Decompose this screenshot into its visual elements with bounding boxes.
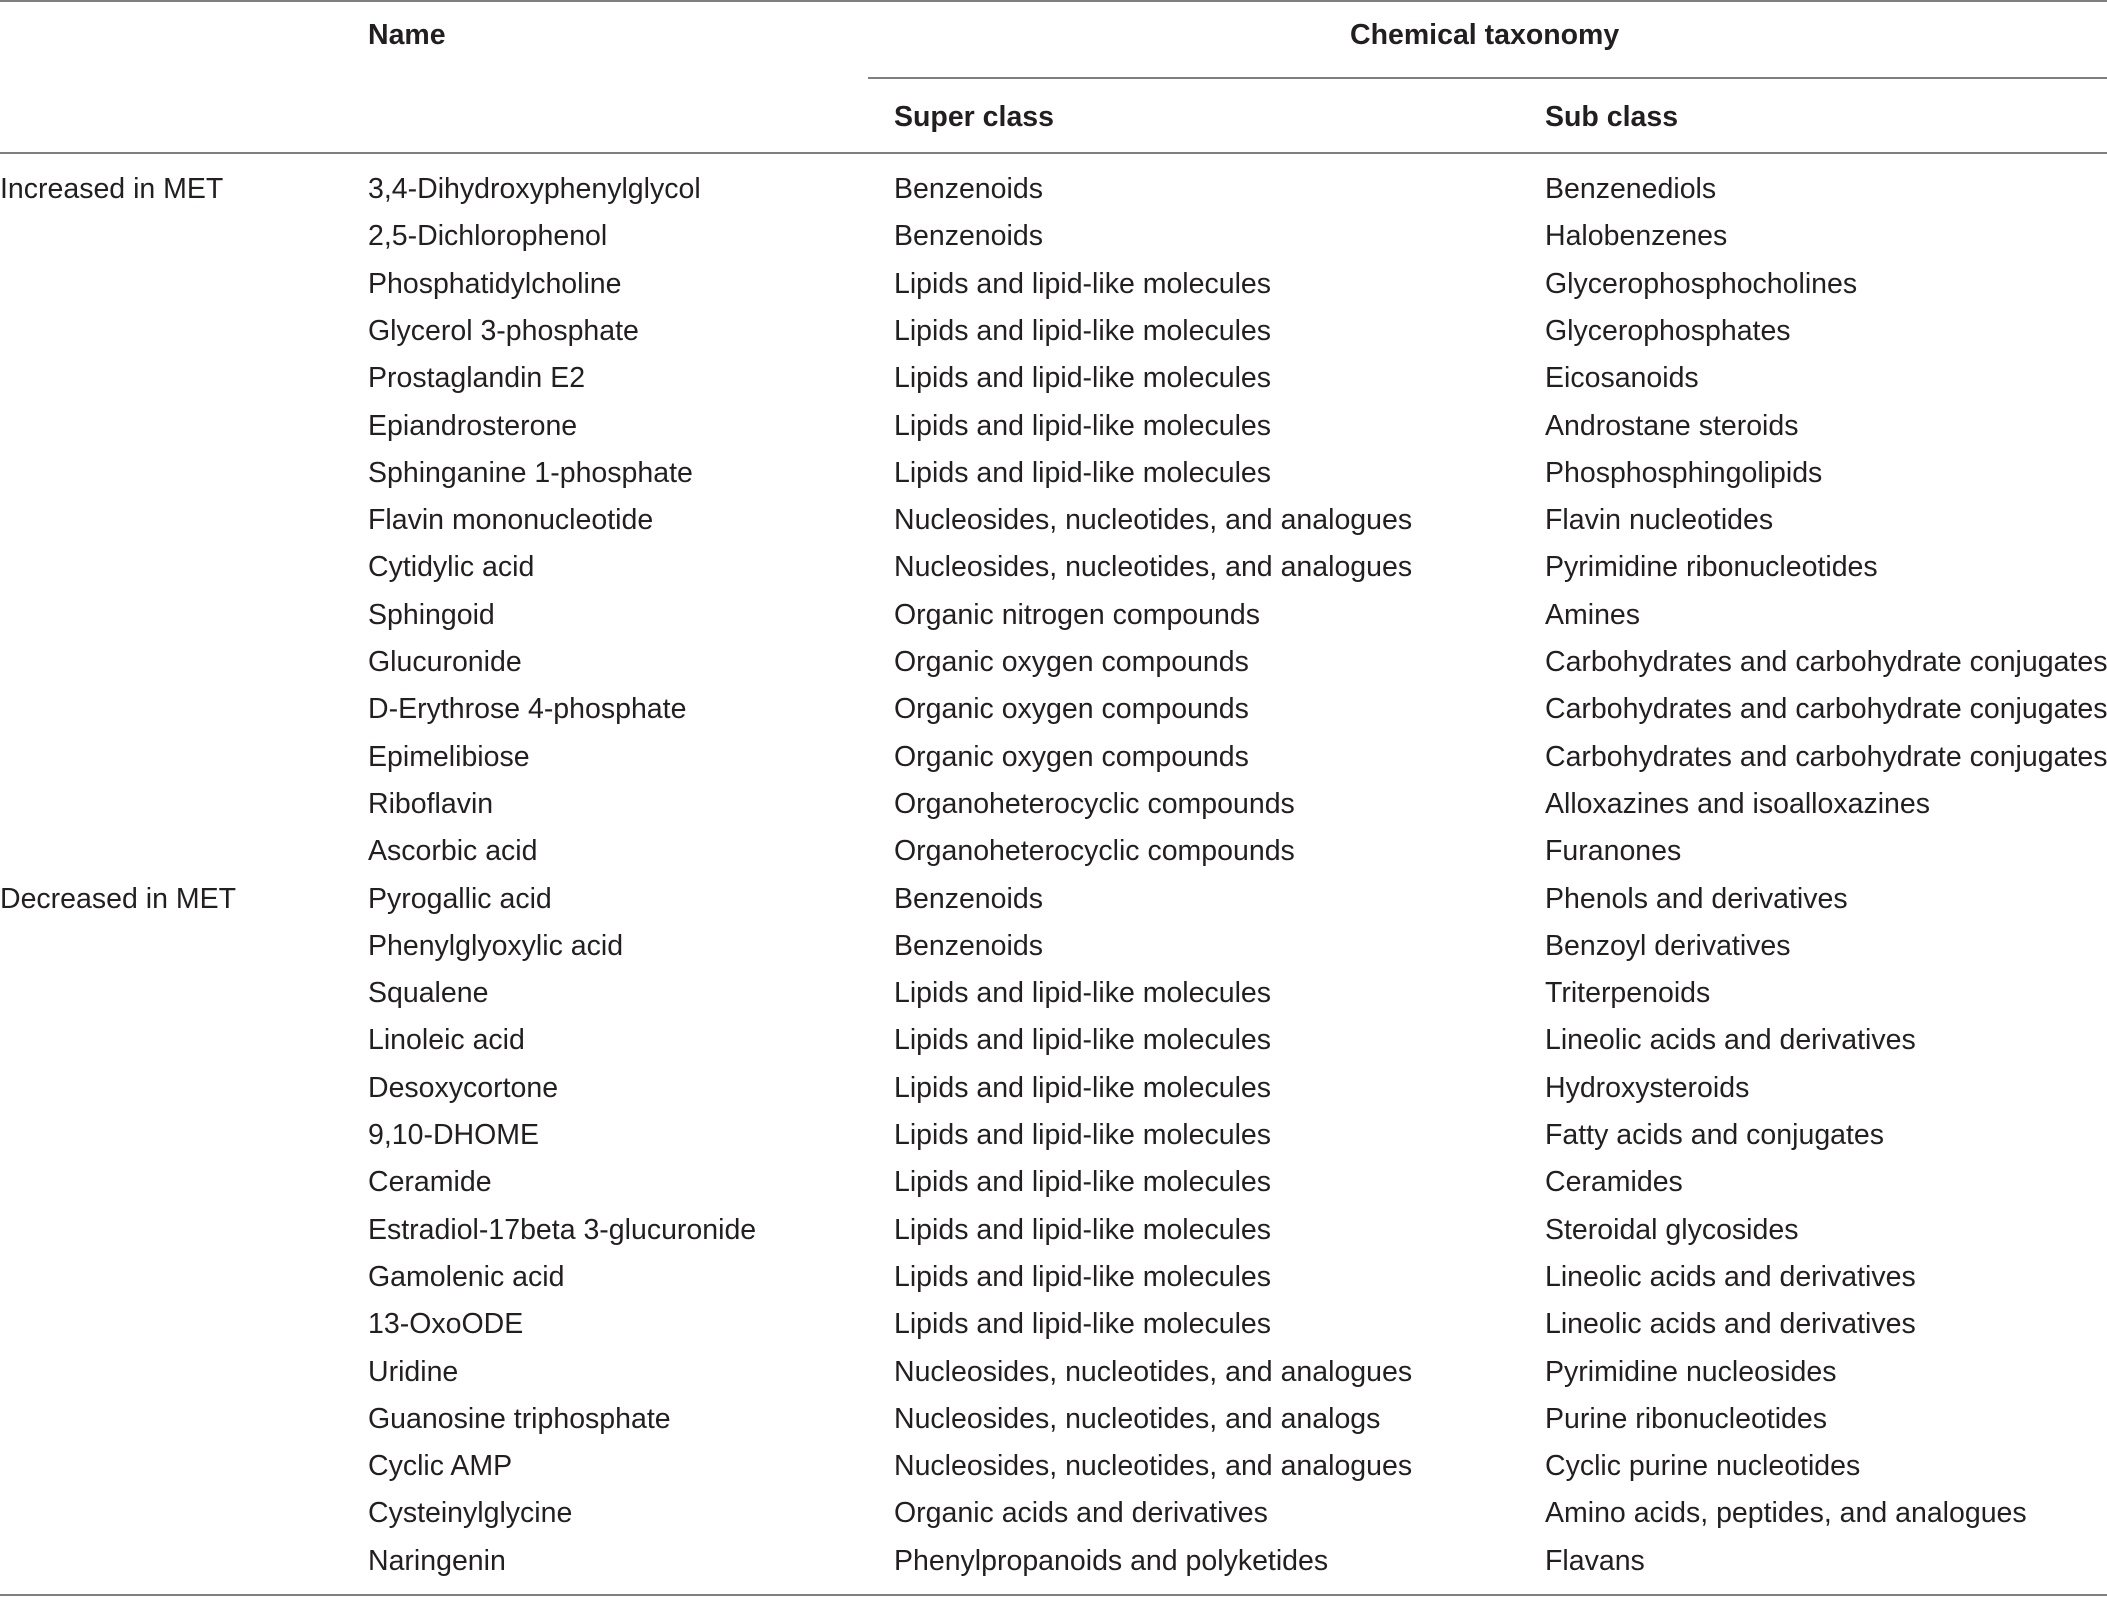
compound-name-text: 13-OxoODE bbox=[368, 1308, 524, 1341]
compound-name-text: 3,4-Dihydroxyphenylglycol bbox=[368, 173, 701, 205]
compound-name bbox=[368, 456, 693, 490]
sub-class-cell: Eicosanoids bbox=[1545, 362, 1699, 395]
compound-name-text: Sphingoid bbox=[368, 598, 495, 631]
compound-name-text: Glycerol 3-phosphate bbox=[368, 314, 639, 347]
sub-class-cell: Lineolic acids and derivatives bbox=[1545, 1308, 1916, 1341]
compound-name bbox=[368, 1355, 458, 1389]
compound-name-text: Epimelibiose bbox=[368, 740, 530, 773]
compound-name bbox=[368, 314, 639, 348]
compound-name bbox=[368, 503, 653, 537]
compound-name bbox=[368, 598, 495, 632]
compound-name bbox=[368, 787, 493, 821]
super-class-cell: Lipids and lipid-like molecules bbox=[894, 1024, 1272, 1057]
compound-name bbox=[368, 219, 607, 253]
compound-name bbox=[368, 1260, 564, 1294]
compound-name bbox=[368, 1496, 572, 1530]
super-class-cell: Lipids and lipid-like molecules bbox=[894, 409, 1272, 442]
compound-name-text: Uridine bbox=[368, 1355, 459, 1388]
sub-class-cell: Amines bbox=[1545, 598, 1641, 631]
super-class-cell: Organic oxygen compounds bbox=[894, 646, 1249, 678]
stereo-prefix: D bbox=[368, 693, 389, 726]
super-class-cell: Nucleosides, nucleotides, and analogues bbox=[894, 504, 1413, 537]
sub-class-cell: Hydroxysteroids bbox=[1545, 1071, 1750, 1104]
sub-class-cell: Phosphosphingolipids bbox=[1545, 456, 1823, 489]
compound-name-text: Phosphatidylcholine bbox=[368, 267, 622, 300]
compound-name bbox=[368, 929, 623, 963]
compound-name bbox=[368, 882, 552, 916]
super-class-cell: Benzenoids bbox=[894, 220, 1043, 253]
super-class-cell: Organoheterocyclic compounds bbox=[894, 787, 1295, 820]
compound-name-text: Cysteinylglycine bbox=[368, 1497, 573, 1530]
compound-name bbox=[368, 1544, 506, 1578]
sub-class-cell: Phenols and derivatives bbox=[1545, 882, 1848, 915]
compound-name-text: 9,10-DHOME bbox=[368, 1119, 540, 1151]
compound-name bbox=[368, 1071, 558, 1105]
bottom-rule bbox=[0, 1594, 2107, 1596]
sub-class-cell: Flavans bbox=[1545, 1544, 1645, 1577]
compound-name bbox=[368, 172, 701, 206]
super-class-cell: Lipids and lipid-like molecules bbox=[894, 314, 1272, 347]
super-class-cell: Organic oxygen compounds bbox=[894, 740, 1249, 773]
super-class-cell: Lipids and lipid-like molecules bbox=[894, 977, 1272, 1010]
compound-name bbox=[368, 409, 577, 443]
super-class-cell: Lipids and lipid-like molecules bbox=[894, 362, 1272, 395]
compound-name bbox=[368, 645, 522, 679]
super-class-cell: Organic nitrogen compounds bbox=[894, 598, 1260, 631]
sub-class-cell: Glycerophosphocholines bbox=[1545, 267, 1858, 300]
sub-class-cell: Carbohydrates and carbohydrate conjugates bbox=[1545, 693, 2107, 726]
super-class-cell: Nucleosides, nucleotides, and analogues bbox=[894, 1450, 1413, 1483]
sub-class-cell: Benzenediols bbox=[1545, 173, 1717, 205]
compound-name-text: Desoxycortone bbox=[368, 1071, 559, 1104]
header-sub-class: Sub class bbox=[1545, 101, 1679, 133]
header-chemical-taxonomy: Chemical taxonomy bbox=[1350, 19, 1620, 51]
compound-name-text: Sphinganine 1-phosphate bbox=[368, 456, 693, 489]
sub-class-cell: Cyclic purine nucleotides bbox=[1545, 1450, 1861, 1483]
taxonomy-rule bbox=[868, 77, 2107, 79]
compound-name bbox=[368, 361, 585, 395]
sub-class-cell: Flavin nucleotides bbox=[1545, 504, 1774, 537]
compound-name-text: Ceramide bbox=[368, 1166, 492, 1199]
sub-class-cell: Carbohydrates and carbohydrate conjugates bbox=[1545, 646, 2107, 678]
sub-class-cell: Carbohydrates and carbohydrate conjugates bbox=[1545, 740, 2107, 773]
top-rule bbox=[0, 0, 2107, 2]
super-class-cell: Nucleosides, nucleotides, and analogues bbox=[894, 1355, 1413, 1388]
compound-name-text: -Erythrose 4-phosphate bbox=[388, 693, 687, 726]
super-class-cell: Nucleosides, nucleotides, and analogues bbox=[894, 551, 1413, 584]
compound-name bbox=[368, 1118, 539, 1152]
compound-name bbox=[368, 834, 537, 868]
header-name: Name bbox=[368, 19, 446, 51]
header-super-class: Super class bbox=[894, 101, 1055, 133]
compound-name bbox=[368, 550, 534, 584]
super-class-cell: Organic acids and derivatives bbox=[894, 1497, 1268, 1530]
compound-name-text: Guanosine triphosphate bbox=[368, 1402, 671, 1435]
super-class-cell: Benzenoids bbox=[894, 173, 1043, 205]
super-class-cell: Phenylpropanoids and polyketides bbox=[894, 1544, 1329, 1577]
group-label: Decreased in MET bbox=[0, 882, 237, 915]
compound-name bbox=[368, 1023, 525, 1057]
super-class-cell: Benzenoids bbox=[894, 882, 1043, 915]
compound-name-text: Cytidylic acid bbox=[368, 551, 535, 584]
sub-class-cell: Ceramides bbox=[1545, 1166, 1683, 1199]
sub-class-cell: Furanones bbox=[1545, 835, 1682, 868]
sub-class-cell: Glycerophosphates bbox=[1545, 314, 1791, 347]
super-class-cell: Lipids and lipid-like molecules bbox=[894, 1071, 1272, 1104]
compound-name-text: Ascorbic acid bbox=[368, 835, 538, 868]
sub-class-cell: Benzoyl derivatives bbox=[1545, 929, 1791, 962]
sub-class-cell: Androstane steroids bbox=[1545, 409, 1799, 442]
sub-class-cell: Lineolic acids and derivatives bbox=[1545, 1260, 1916, 1293]
sub-class-cell: Pyrimidine ribonucleotides bbox=[1545, 551, 1878, 584]
sub-class-cell: Pyrimidine nucleosides bbox=[1545, 1355, 1837, 1388]
compound-name bbox=[368, 1165, 492, 1199]
compound-name bbox=[368, 1307, 523, 1341]
sub-class-cell: Lineolic acids and derivatives bbox=[1545, 1024, 1916, 1057]
super-class-cell: Benzenoids bbox=[894, 929, 1043, 962]
compound-name bbox=[368, 740, 530, 774]
sub-class-cell: Steroidal glycosides bbox=[1545, 1213, 1799, 1246]
super-class-cell: Nucleosides, nucleotides, and analogs bbox=[894, 1402, 1381, 1435]
compound-name-text: Cyclic AMP bbox=[368, 1450, 513, 1483]
compound-name bbox=[368, 267, 622, 301]
sub-class-cell: Halobenzenes bbox=[1545, 220, 1728, 253]
compound-name bbox=[368, 692, 686, 726]
compound-name bbox=[368, 1402, 671, 1436]
sub-class-cell: Fatty acids and conjugates bbox=[1545, 1119, 1885, 1151]
compound-name-text: Phenylglyoxylic acid bbox=[368, 929, 624, 962]
super-class-cell: Lipids and lipid-like molecules bbox=[894, 1260, 1272, 1293]
compound-name-text: 2,5-Dichlorophenol bbox=[368, 220, 608, 253]
header-rule bbox=[0, 152, 2107, 154]
compound-name bbox=[368, 1213, 756, 1247]
compound-name-text: Epiandrosterone bbox=[368, 409, 578, 442]
super-class-cell: Lipids and lipid-like molecules bbox=[894, 267, 1272, 300]
sub-class-cell: Purine ribonucleotides bbox=[1545, 1402, 1828, 1435]
sub-class-cell: Alloxazines and isoalloxazines bbox=[1545, 787, 1930, 820]
compound-name-text: Linoleic acid bbox=[368, 1024, 525, 1057]
sub-class-cell: Triterpenoids bbox=[1545, 977, 1711, 1010]
compound-name-text: Naringenin bbox=[368, 1544, 506, 1577]
compound-name-text: Riboflavin bbox=[368, 787, 494, 820]
super-class-cell: Lipids and lipid-like molecules bbox=[894, 1213, 1272, 1246]
compound-name bbox=[368, 976, 488, 1010]
compound-name bbox=[368, 1449, 512, 1483]
super-class-cell: Lipids and lipid-like molecules bbox=[894, 456, 1272, 489]
compound-name-text: Prostaglandin E2 bbox=[368, 362, 586, 395]
compound-name-text: Estradiol-17beta 3-glucuronide bbox=[368, 1213, 757, 1246]
compound-name-text: Glucuronide bbox=[368, 646, 522, 678]
super-class-cell: Organic oxygen compounds bbox=[894, 693, 1249, 726]
compound-name-text: Squalene bbox=[368, 977, 489, 1010]
group-label: Increased in MET bbox=[0, 173, 224, 205]
super-class-cell: Lipids and lipid-like molecules bbox=[894, 1119, 1272, 1151]
sub-class-cell: Amino acids, peptides, and analogues bbox=[1545, 1497, 2027, 1530]
super-class-cell: Lipids and lipid-like molecules bbox=[894, 1308, 1272, 1341]
compound-name-text: Pyrogallic acid bbox=[368, 882, 552, 915]
super-class-cell: Lipids and lipid-like molecules bbox=[894, 1166, 1272, 1199]
compound-name-text: Gamolenic acid bbox=[368, 1260, 565, 1293]
super-class-cell: Organoheterocyclic compounds bbox=[894, 835, 1295, 868]
compound-name-text: Flavin mononucleotide bbox=[368, 504, 654, 537]
